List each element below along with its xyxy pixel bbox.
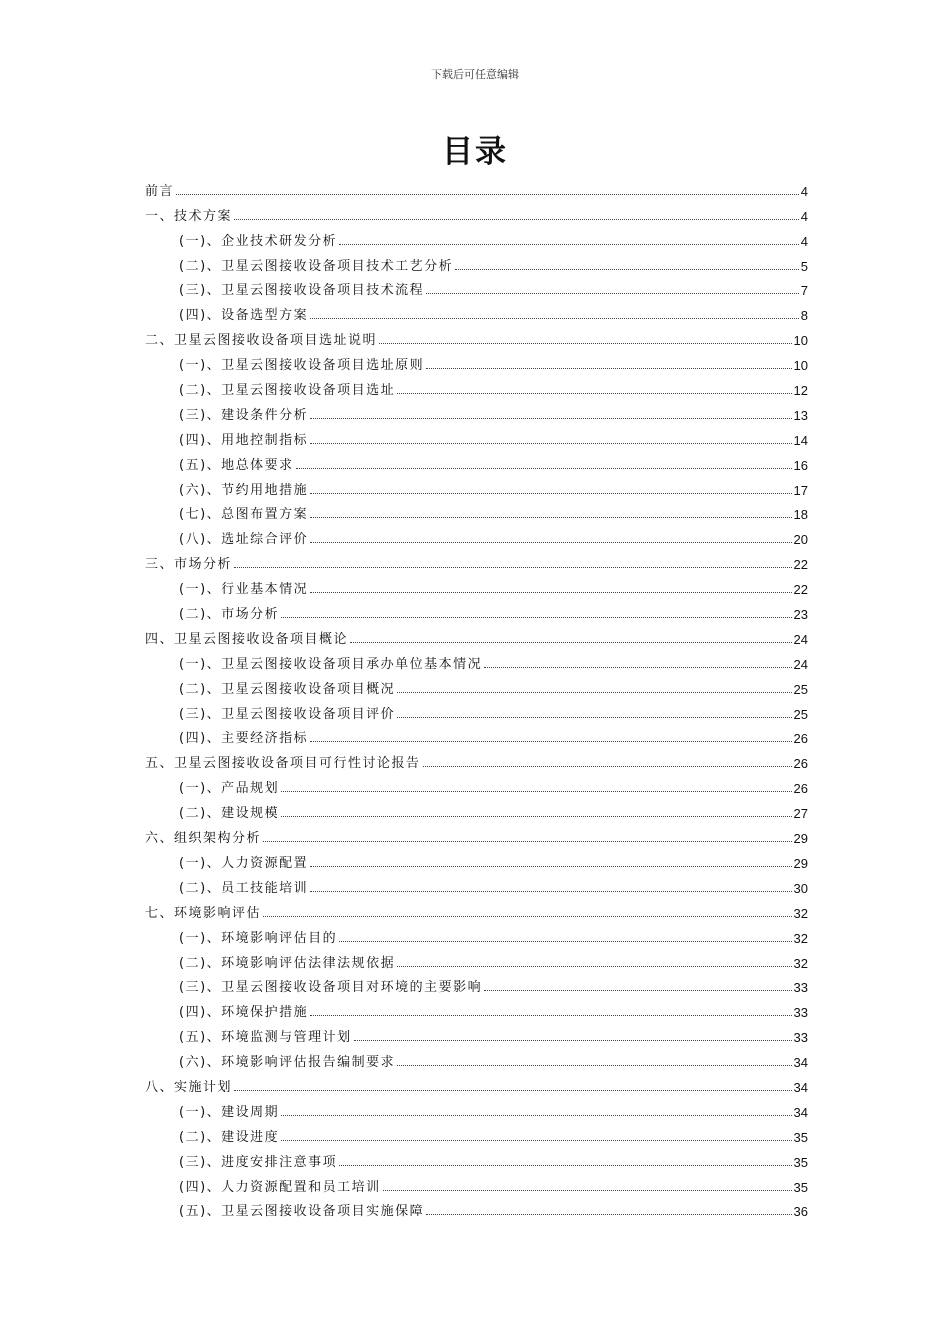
toc-leader-dots	[397, 1064, 791, 1066]
toc-entry[interactable]	[145, 946, 808, 971]
toc-entry[interactable]	[145, 498, 808, 523]
toc-leader-dots	[354, 1039, 792, 1041]
toc-page-number: 4	[800, 183, 808, 199]
toc-leader-dots	[234, 1089, 792, 1091]
toc-leader-dots	[281, 790, 791, 792]
toc-entry[interactable]	[145, 871, 808, 896]
toc-page-number: 10	[793, 333, 808, 349]
toc-entry-text: (二)、卫星云图接收设备项目选址	[179, 383, 396, 399]
toc-entry-text: (二)、员工技能培训	[179, 880, 309, 896]
toc-entry[interactable]	[145, 746, 808, 771]
toc-leader-dots	[176, 193, 799, 195]
toc-entry[interactable]	[145, 1020, 808, 1045]
toc-page-number: 34	[793, 1079, 808, 1095]
toc-entry-text: (二)、卫星云图接收设备项目概况	[179, 681, 396, 697]
toc-page-number: 35	[793, 1179, 808, 1195]
toc-entry-text: (一)、产品规划	[179, 781, 280, 797]
toc-entry-text: 六、组织架构分析	[145, 831, 262, 847]
toc-entry[interactable]	[145, 572, 808, 597]
toc-entry-text: (一)、企业技术研发分析	[179, 233, 338, 249]
toc-page-number: 5	[800, 258, 808, 274]
toc-leader-dots	[263, 915, 792, 917]
toc-entry-text: (四)、人力资源配置和员工培训	[179, 1179, 381, 1195]
toc-page-number: 32	[793, 955, 808, 971]
toc-entry-text: 三、市场分析	[145, 557, 233, 573]
toc-leader-dots	[484, 989, 791, 991]
toc-entry-text: (一)、人力资源配置	[179, 855, 309, 871]
toc-leader-dots	[484, 666, 791, 668]
toc-entry[interactable]	[145, 995, 808, 1020]
toc-entry-text: 七、环境影响评估	[145, 905, 262, 921]
toc-entry[interactable]	[145, 473, 808, 498]
toc-entry[interactable]	[145, 348, 808, 373]
toc-page-number: 10	[793, 358, 808, 374]
toc-entry[interactable]	[145, 597, 808, 622]
toc-entry[interactable]	[145, 323, 808, 348]
toc-entry-text: 前言	[145, 183, 175, 199]
toc-leader-dots	[455, 268, 799, 270]
toc-leader-dots	[310, 317, 799, 319]
toc-entry[interactable]	[145, 697, 808, 722]
toc-entry[interactable]	[145, 846, 808, 871]
toc-entry[interactable]	[145, 1145, 808, 1170]
toc-entry[interactable]	[145, 274, 808, 299]
toc-page-number: 20	[793, 532, 808, 548]
toc-leader-dots	[397, 691, 791, 693]
toc-page-number: 23	[793, 607, 808, 623]
toc-entry[interactable]	[145, 398, 808, 423]
toc-page-number: 33	[793, 980, 808, 996]
toc-entry[interactable]	[145, 174, 808, 199]
toc-leader-dots	[426, 1213, 791, 1215]
toc-entry-text: (五)、地总体要求	[179, 457, 294, 473]
toc-entry-text: (五)、卫星云图接收设备项目实施保障	[179, 1204, 425, 1220]
toc-entry-text: (二)、建设规模	[179, 806, 280, 822]
toc-page-number: 7	[800, 283, 808, 299]
toc-leader-dots	[310, 890, 791, 892]
toc-entry[interactable]	[145, 1170, 808, 1195]
toc-page-number: 4	[800, 208, 808, 224]
toc-entry-text: (五)、环境监测与管理计划	[179, 1030, 352, 1046]
toc-entry[interactable]	[145, 547, 808, 572]
toc-leader-dots	[281, 1139, 791, 1141]
toc-leader-dots	[310, 516, 791, 518]
toc-leader-dots	[296, 467, 792, 469]
toc-leader-dots	[339, 243, 799, 245]
toc-page-number: 34	[793, 1104, 808, 1120]
toc-leader-dots	[310, 492, 791, 494]
toc-entry[interactable]	[145, 423, 808, 448]
toc-entry[interactable]	[145, 896, 808, 921]
toc-entry-text: (二)、市场分析	[179, 607, 280, 623]
toc-page-number: 26	[793, 781, 808, 797]
toc-entry-text: (一)、行业基本情况	[179, 582, 309, 598]
toc-entry[interactable]	[145, 298, 808, 323]
toc-page-number: 8	[800, 308, 808, 324]
toc-entry-text: (三)、建设条件分析	[179, 407, 309, 423]
toc-leader-dots	[310, 740, 791, 742]
toc-entry[interactable]	[145, 722, 808, 747]
toc-leader-dots	[339, 1164, 791, 1166]
toc-entry-text: (三)、卫星云图接收设备项目技术流程	[179, 283, 425, 299]
toc-leader-dots	[234, 566, 792, 568]
toc-entry[interactable]	[145, 796, 808, 821]
toc-page-number: 33	[793, 1030, 808, 1046]
toc-entry[interactable]	[145, 373, 808, 398]
toc-page-number: 13	[793, 407, 808, 423]
toc-page-number: 12	[793, 383, 808, 399]
toc-page-number: 17	[793, 482, 808, 498]
toc-entry-text: (一)、环境影响评估目的	[179, 930, 338, 946]
toc-entry[interactable]	[145, 672, 808, 697]
toc-entry[interactable]	[145, 522, 808, 547]
toc-page-number: 36	[793, 1204, 808, 1220]
toc-page-number: 26	[793, 756, 808, 772]
toc-leader-dots	[281, 616, 791, 618]
toc-entry[interactable]	[145, 821, 808, 846]
toc-leader-dots	[379, 342, 792, 344]
toc-entry-text: (二)、建设进度	[179, 1129, 280, 1145]
toc-leader-dots	[310, 442, 791, 444]
toc-entry-text: (六)、环境影响评估报告编制要求	[179, 1055, 396, 1071]
toc-entry-text: 一、技术方案	[145, 208, 233, 224]
toc-entry-text: (四)、设备选型方案	[179, 308, 309, 324]
toc-entry-text: 五、卫星云图接收设备项目可行性讨论报告	[145, 756, 421, 772]
toc-entry-text: (四)、环境保护措施	[179, 1005, 309, 1021]
toc-entry-text: 四、卫星云图接收设备项目概论	[145, 631, 349, 647]
toc-entry[interactable]	[145, 622, 808, 647]
toc-entry-text: (二)、卫星云图接收设备项目技术工艺分析	[179, 258, 454, 274]
header-note: 下载后可任意编辑	[431, 68, 519, 81]
toc-page-number: 16	[793, 457, 808, 473]
toc-leader-dots	[350, 641, 792, 643]
toc-entry[interactable]	[145, 971, 808, 996]
toc-page-number: 25	[793, 706, 808, 722]
toc-entry[interactable]	[145, 1195, 808, 1220]
toc-entry-text: (六)、节约用地措施	[179, 482, 309, 498]
toc-entry-text: (四)、主要经济指标	[179, 731, 309, 747]
toc-page-number: 33	[793, 1005, 808, 1021]
toc-entry-text: (一)、卫星云图接收设备项目承办单位基本情况	[179, 656, 483, 672]
toc-page-number: 14	[793, 432, 808, 448]
toc-page-number: 22	[793, 582, 808, 598]
toc-entry-text: (三)、卫星云图接收设备项目对环境的主要影响	[179, 980, 483, 996]
toc-entry-text: 八、实施计划	[145, 1079, 233, 1095]
toc-entry[interactable]	[145, 1120, 808, 1145]
toc-entry[interactable]	[145, 647, 808, 672]
toc-leader-dots	[310, 541, 791, 543]
toc-page-number: 32	[793, 905, 808, 921]
toc-entry[interactable]	[145, 771, 808, 796]
toc-entry-text: (四)、用地控制指标	[179, 432, 309, 448]
toc-leader-dots	[310, 417, 791, 419]
toc-leader-dots	[234, 218, 799, 220]
toc-leader-dots	[397, 965, 791, 967]
toc-entry-text: (一)、建设周期	[179, 1104, 280, 1120]
toc-leader-dots	[426, 292, 799, 294]
toc-entry[interactable]	[145, 921, 808, 946]
toc-entry-text: (三)、进度安排注意事项	[179, 1154, 338, 1170]
toc-page-number: 29	[793, 855, 808, 871]
toc-leader-dots	[263, 840, 792, 842]
toc-entry[interactable]	[145, 249, 808, 274]
toc-entry-text: (七)、总图布置方案	[179, 507, 309, 523]
toc-leader-dots	[281, 1114, 791, 1116]
toc-title: 目录	[442, 134, 508, 170]
toc-page-number: 24	[793, 656, 808, 672]
toc-entry[interactable]	[145, 199, 808, 224]
toc-page-number: 35	[793, 1154, 808, 1170]
toc-leader-dots	[397, 392, 791, 394]
toc-page-number: 22	[793, 557, 808, 573]
toc-page-number: 26	[793, 731, 808, 747]
toc-entry-text: (二)、环境影响评估法律法规依据	[179, 955, 396, 971]
toc-page-number: 4	[800, 233, 808, 249]
toc-entry-text: 二、卫星云图接收设备项目选址说明	[145, 333, 378, 349]
toc-leader-dots	[310, 1014, 791, 1016]
toc-page-number: 34	[793, 1055, 808, 1071]
toc-entry[interactable]	[145, 224, 808, 249]
toc-leader-dots	[383, 1189, 792, 1191]
toc-leader-dots	[426, 367, 791, 369]
toc-leader-dots	[281, 815, 791, 817]
toc-entry[interactable]	[145, 1045, 808, 1070]
toc-page-number: 24	[793, 631, 808, 647]
toc-leader-dots	[339, 940, 791, 942]
toc-leader-dots	[397, 716, 791, 718]
toc-leader-dots	[423, 765, 792, 767]
toc-leader-dots	[310, 591, 791, 593]
toc-entry-text: (一)、卫星云图接收设备项目选址原则	[179, 358, 425, 374]
toc-page-number: 29	[793, 831, 808, 847]
toc-page-number: 30	[793, 880, 808, 896]
table-of-contents	[145, 174, 808, 1219]
toc-page-number: 18	[793, 507, 808, 523]
toc-entry[interactable]	[145, 1095, 808, 1120]
toc-entry[interactable]	[145, 448, 808, 473]
toc-leader-dots	[310, 865, 791, 867]
toc-entry[interactable]	[145, 1070, 808, 1095]
toc-page-number: 35	[793, 1129, 808, 1145]
toc-entry-text: (三)、卫星云图接收设备项目评价	[179, 706, 396, 722]
toc-page-number: 32	[793, 930, 808, 946]
toc-page-number: 27	[793, 806, 808, 822]
toc-page-number: 25	[793, 681, 808, 697]
toc-entry-text: (八)、选址综合评价	[179, 532, 309, 548]
